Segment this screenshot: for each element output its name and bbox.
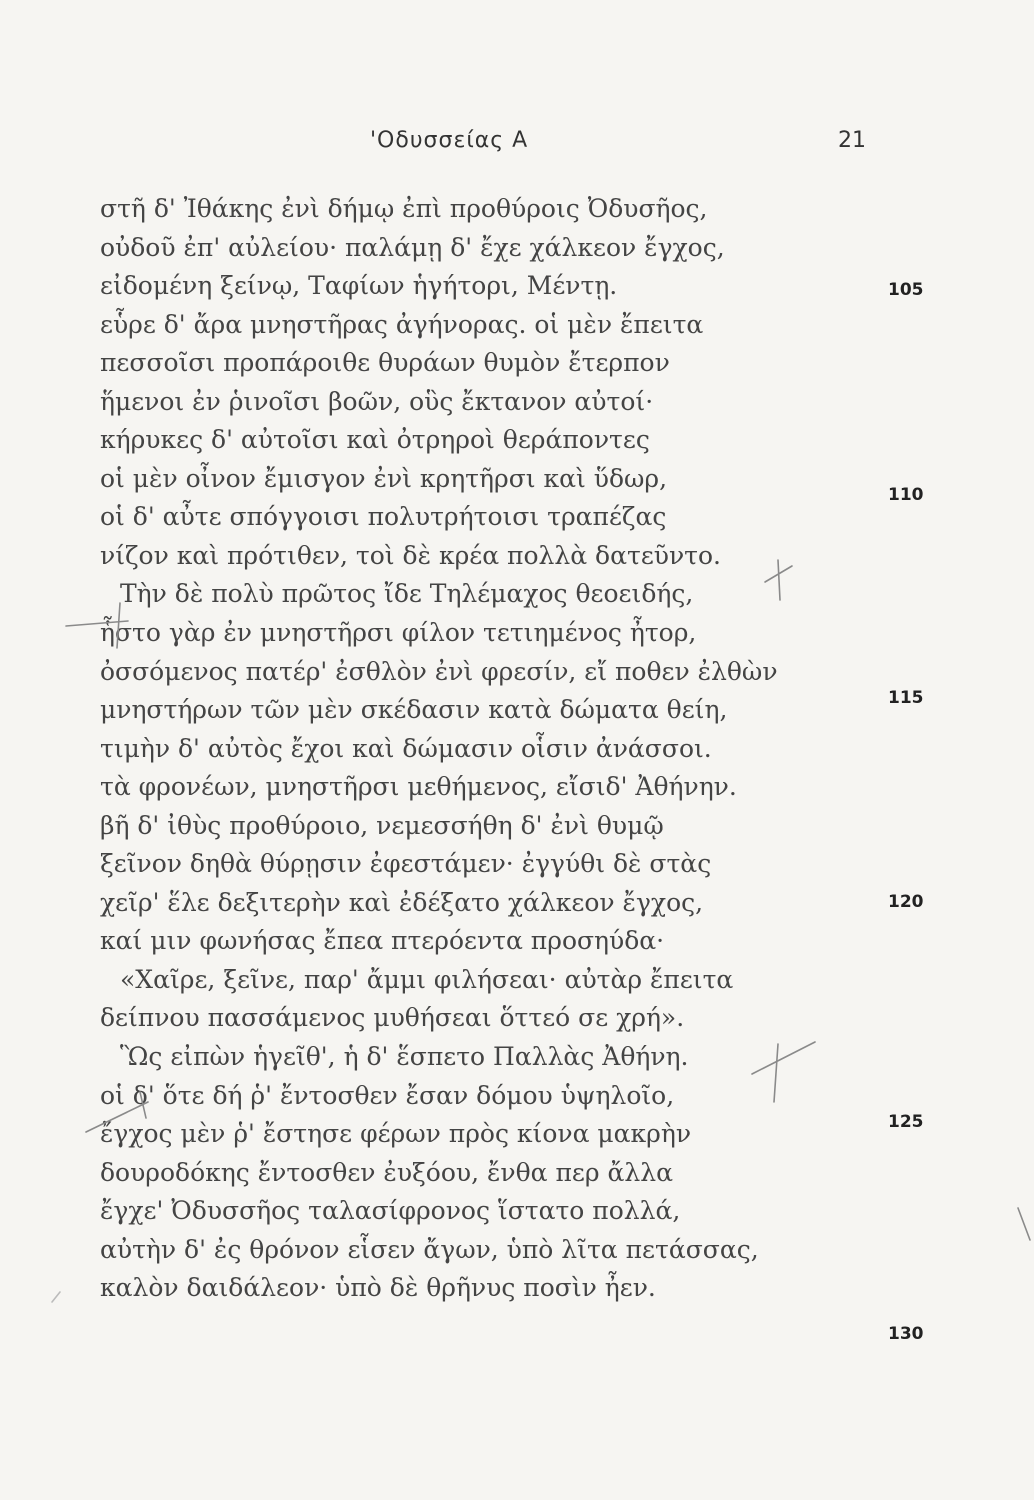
pencil-mark [1018, 1208, 1030, 1240]
pencil-mark [52, 1292, 60, 1302]
verse-line: ἧστο γὰρ ἐν μνηστῆρσι φίλον τετιημένος ἦτορ, [100, 618, 697, 648]
verse-line: Ὣς εἰπὼν ἡγεῖθ', ἡ δ' ἕσπετο Παλλὰς Ἀθήνη. [120, 1042, 689, 1072]
verse-line: ὀσσόμενος πατέρ' ἐσθλὸν ἐνὶ φρεσίν, εἴ ποθεν ἐλθὼν [100, 656, 778, 686]
verse-line: Τὴν δὲ πολὺ πρῶτος ἴδε Τηλέμαχος θεοειδής, [120, 579, 694, 609]
verse-line: στῆ δ' Ἰθάκης ἐνὶ δήμῳ ἐπὶ προθύροις Ὀδυσῆος, [100, 194, 708, 223]
line-number: 120 [888, 892, 924, 912]
verse-line: «Χαῖρε, ξεῖνε, παρ' ἄμμι φιλήσεαι· αὐτὰρ ἔπειτα [120, 964, 734, 994]
verse-line: δείπνου πασσάμενος μυθήσεαι ὅττεό σε χρή». [100, 1003, 685, 1033]
verse-line: εὗρε δ' ἄρα μνηστῆρας ἀγήνορας. οἱ μὲν ἔπειτα [100, 309, 704, 339]
verse-line: οὐδοῦ ἐπ' αὐλείου· παλάμῃ δ' ἔχε χάλκεον ἔγχος, [100, 232, 725, 262]
verse-line: νίζον καὶ πρότιθεν, τοὶ δὲ κρέα πολλὰ δατεῦντο. [100, 540, 721, 570]
verse-line: πεσσοῖσι προπάροιθε θυράων θυμὸν ἔτερπον [100, 348, 670, 378]
verse-line: ἔγχος μὲν ῥ' ἔστησε φέρων πρὸς κίονα μακρὴν [100, 1119, 692, 1149]
verse-line: εἰδομένη ξείνῳ, Ταφίων ἡγήτορι, Μέντῃ. [100, 271, 618, 301]
line-number: 125 [888, 1112, 924, 1132]
verse-line: οἱ δ' αὖτε σπόγγοισι πολυτρήτοισι τραπέζας [100, 502, 667, 532]
verse-line: ἔγχε' Ὀδυσσῆος ταλασίφρονος ἵστατο πολλά, [100, 1196, 681, 1226]
verse-line: ἥμενοι ἐν ῥινοῖσι βοῶν, οὓς ἔκτανον αὐτοί· [100, 386, 654, 416]
verse-line: χεῖρ' ἕλε δεξιτερὴν καὶ ἐδέξατο χάλκεον ἔγχος, [100, 887, 704, 917]
verse-line: κήρυκες δ' αὐτοῖσι καὶ ὀτρηροὶ θεράποντες [100, 425, 650, 455]
page-number: 21 [838, 128, 866, 153]
verse-line: αὐτὴν δ' ἐς θρόνον εἷσεν ἄγων, ὑπὸ λῖτα πετάσσας, [100, 1234, 759, 1264]
verse-line: οἱ μὲν οἶνον ἔμισγον ἐνὶ κρητῆρσι καὶ ὕδωρ, [100, 463, 668, 493]
line-number: 115 [888, 688, 924, 708]
verse-line: οἱ δ' ὅτε δή ῥ' ἔντοσθεν ἔσαν δόμου ὑψηλοῖο, [100, 1080, 675, 1110]
line-number: 130 [888, 1324, 924, 1344]
verse-block [100, 190, 840, 1308]
verse-line: τιμὴν δ' αὐτὸς ἔχοι καὶ δώμασιν οἷσιν ἀνάσσοι. [100, 733, 712, 763]
line-number: 110 [888, 485, 924, 505]
verse-line: καλὸν δαιδάλεον· ὑπὸ δὲ θρῆνυς ποσὶν ἦεν. [100, 1273, 656, 1303]
verse-line: τὰ φρονέων, μνηστῆρσι μεθήμενος, εἴσιδ' Ἀθήνην. [100, 772, 737, 802]
running-head: 'Οδυσσείας Α [370, 128, 529, 153]
verse-line: βῆ δ' ἰθὺς προθύροιο, νεμεσσήθη δ' ἐνὶ θυμῷ [100, 810, 664, 840]
verse-line: μνηστήρων τῶν μὲν σκέδασιν κατὰ δώματα θείη, [100, 695, 728, 725]
line-number: 105 [888, 280, 924, 300]
verse-line: δουροδόκης ἔντοσθεν ἐυξόου, ἔνθα περ ἄλλα [100, 1157, 673, 1187]
verse-line: καί μιν φωνήσας ἔπεα πτερόεντα προσηύδα· [100, 926, 665, 956]
verse-line: ξεῖνον δηθὰ θύρῃσιν ἐφεστάμεν· ἐγγύθι δὲ στὰς [100, 849, 712, 879]
